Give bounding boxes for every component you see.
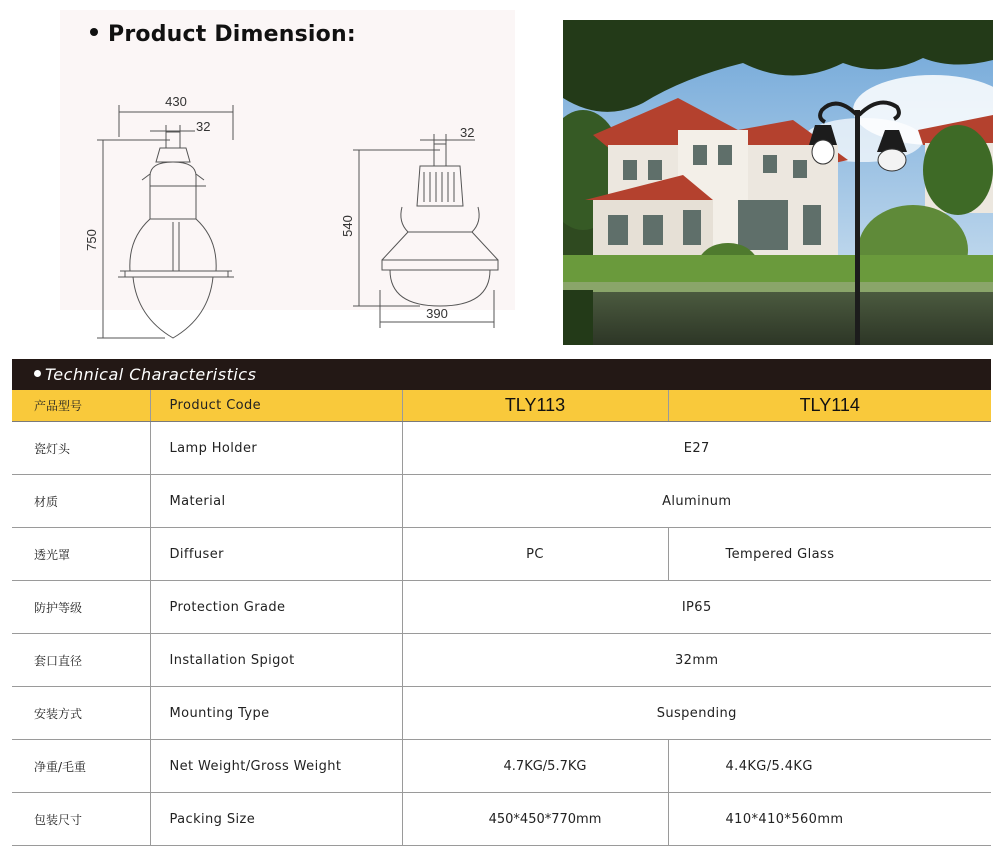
left-width-label: 430 [165, 94, 187, 109]
row-cn: 套口直径 [12, 634, 150, 687]
row-en: Packing Size [150, 793, 402, 846]
left-spigot-label: 32 [196, 119, 211, 134]
section-title: Technical Characteristics [45, 365, 257, 384]
right-spigot-label: 32 [460, 125, 475, 140]
left-lamp-housing [150, 162, 196, 219]
row-cn: 防护等级 [12, 581, 150, 634]
row-en: Net Weight/Gross Weight [150, 740, 402, 793]
right-lamp-diffuser [390, 270, 490, 306]
row-value: E27 [402, 422, 991, 475]
table-row [12, 475, 991, 528]
table-row [12, 793, 991, 846]
row-value-tly113: PC [402, 528, 668, 581]
dimension-drawing [0, 0, 530, 350]
row-cn: 净重/毛重 [12, 740, 150, 793]
model-tly113: TLY113 [402, 390, 668, 422]
table-row [12, 687, 991, 740]
dimension-title-text: Product Dimension: [108, 22, 356, 47]
section-header [12, 359, 991, 390]
bullet-icon [34, 370, 41, 377]
left-lamp-ring [118, 271, 234, 277]
table-row [12, 422, 991, 475]
row-en: Lamp Holder [150, 422, 402, 475]
row-cn: 材质 [12, 475, 150, 528]
row-value-tly114: 4.4KG/5.4KG [668, 740, 991, 793]
row-value-tly114: 410*410*560mm [668, 793, 991, 846]
right-height-label: 540 [340, 215, 355, 237]
row-en: Material [150, 475, 402, 528]
row-value: Aluminum [402, 475, 991, 528]
table-row [12, 740, 991, 793]
row-value-tly113: 4.7KG/5.7KG [402, 740, 668, 793]
row-cn: 包装尺寸 [12, 793, 150, 846]
row-cn: 安装方式 [12, 687, 150, 740]
product-photo [563, 20, 993, 345]
header-en: Product Code [150, 390, 402, 422]
row-en: Installation Spigot [150, 634, 402, 687]
table-row [12, 581, 991, 634]
table-row [12, 634, 991, 687]
right-width-label: 390 [426, 306, 448, 321]
row-cn: 瓷灯头 [12, 422, 150, 475]
right-lamp-spigot [434, 144, 446, 166]
spec-table [12, 390, 991, 846]
row-cn: 透光罩 [12, 528, 150, 581]
row-value: Suspending [402, 687, 991, 740]
table-header-row [12, 390, 991, 422]
row-value-tly113: 450*450*770mm [402, 793, 668, 846]
left-height-label: 750 [84, 229, 99, 251]
row-en: Diffuser [150, 528, 402, 581]
row-en: Protection Grade [150, 581, 402, 634]
row-value: 32mm [402, 634, 991, 687]
table-row [12, 528, 991, 581]
model-tly114: TLY114 [668, 390, 991, 422]
left-lamp-diffuser [133, 277, 213, 338]
header-cn: 产品型号 [12, 390, 150, 422]
row-en: Mounting Type [150, 687, 402, 740]
row-value-tly114: Tempered Glass [668, 528, 991, 581]
right-lamp-reflector [382, 232, 498, 260]
row-value: IP65 [402, 581, 991, 634]
